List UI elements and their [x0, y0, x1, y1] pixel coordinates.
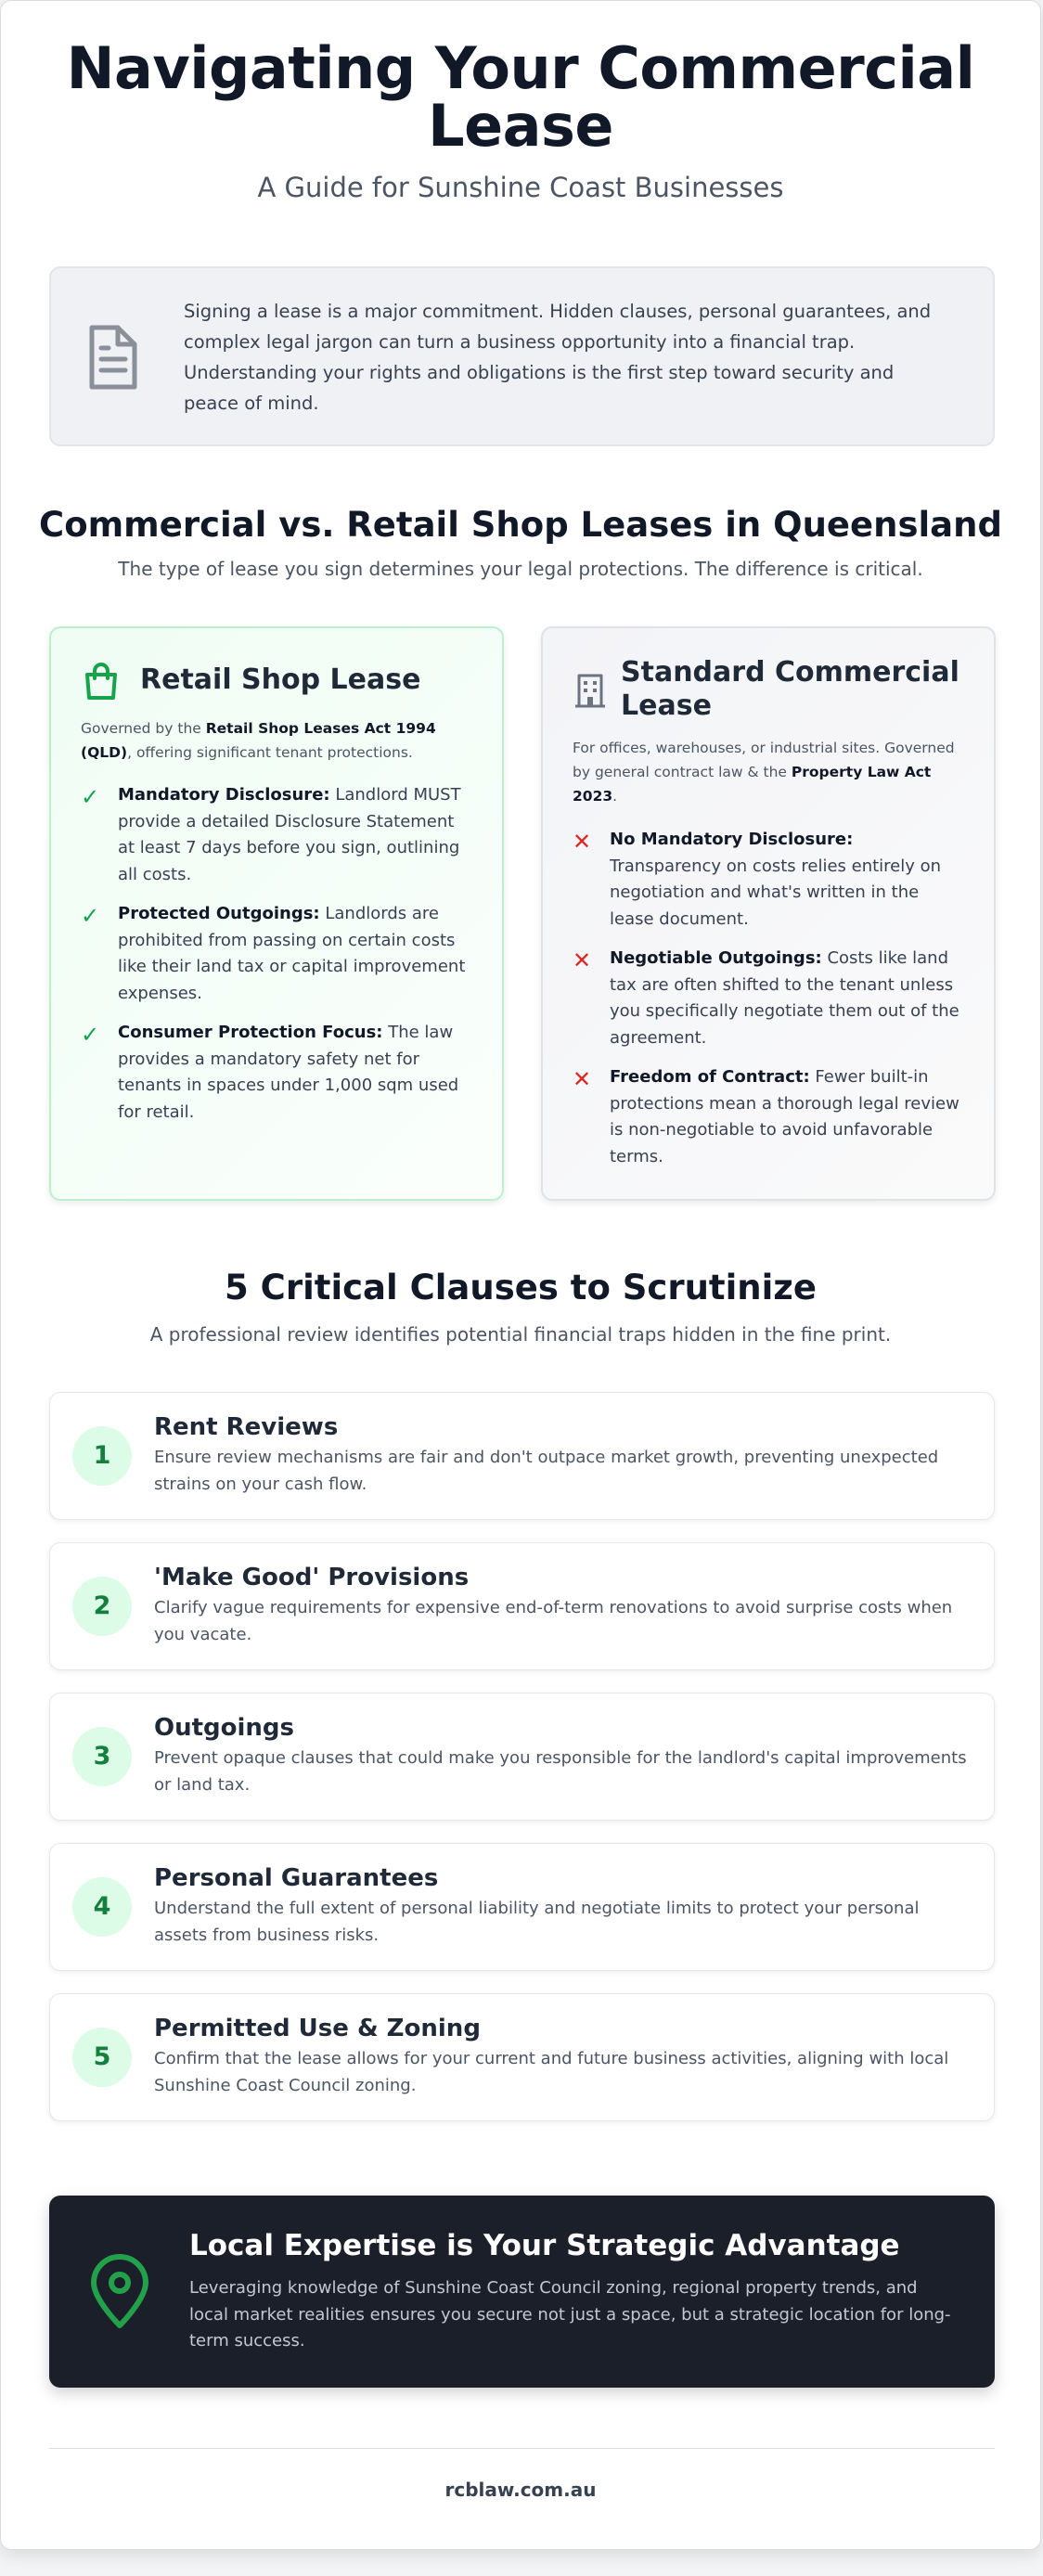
commercial-lease-card: Standard Commercial Lease For offices, warehouses, or industrial sites. Governed by general contract law & the Property Law Act 2023. ✕ No Mandatory Disclosure: Transparency on costs relies entirely on negotiation and what's written in the lease document. ✕ Negotiable Outgoings: Costs like land tax are often shifted to the tenant unless you specifically negotiate them out of the agreement. ✕ Freedom of Contract: Fewer built-in protections mean a thorough legal review is non-negotiable to avoid unfavorable terms.: [541, 626, 996, 1201]
footer-website: rcblaw.com.au: [444, 2479, 597, 2501]
document-icon: [86, 322, 140, 396]
clause-title: Rent Reviews: [154, 1413, 339, 1441]
clause-text: Clarify vague requirements for expensive end-of-term renovations to avoid surprise costs when you vacate.: [154, 1598, 953, 1644]
clause-text: Prevent opaque clauses that could make you responsible for the landlord's capital improvements or land tax.: [154, 1748, 967, 1795]
checkmark-icon: ✓: [81, 1022, 100, 1048]
checkmark-icon: ✓: [81, 903, 100, 929]
banner-title: Local Expertise is Your Strategic Advantage: [189, 2229, 900, 2262]
commercial-card-description: For offices, warehouses, or industrial sites. Governed by general contract law & the Property Law Act 2023.: [573, 740, 955, 805]
comparison-subheading: The type of lease you sign determines your legal protections. The difference is critical.: [118, 558, 923, 580]
shopping-bag-icon: [83, 662, 120, 704]
clause-number-badge: 5: [72, 2028, 132, 2087]
clause-title: Outgoings: [154, 1714, 295, 1742]
page-subtitle: A Guide for Sunshine Coast Businesses: [257, 172, 784, 203]
checkmark-icon: ✓: [81, 784, 100, 810]
clause-card: [49, 1392, 995, 1520]
clauses-heading: 5 Critical Clauses to Scrutinize: [225, 1268, 817, 1307]
banner-text: Leveraging knowledge of Sunshine Coast Council zoning, regional property trends, and local market realities ensures you secure not just a space, but a strategic location for long-term success.: [189, 2278, 951, 2351]
local-expertise-banner: [49, 2196, 995, 2388]
comparison-heading: Commercial vs. Retail Shop Leases in Queensland: [39, 505, 1002, 545]
clause-title: Personal Guarantees: [154, 1864, 439, 1892]
clause-title: 'Make Good' Provisions: [154, 1564, 470, 1591]
clause-number-badge: 2: [72, 1577, 132, 1636]
clause-card: [49, 1993, 995, 2121]
retail-card-title: Retail Shop Lease: [140, 663, 421, 696]
cross-icon: ✕: [573, 1066, 592, 1092]
cross-icon: ✕: [573, 829, 592, 855]
cross-icon: ✕: [573, 947, 592, 973]
clauses-subheading: A professional review identifies potential financial traps hidden in the fine print.: [149, 1323, 892, 1346]
clause-number-badge: 1: [72, 1426, 132, 1486]
clause-text: Ensure review mechanisms are fair and don't outpace market growth, preventing unexpected strains on your cash flow.: [154, 1448, 939, 1494]
clause-title: Permitted Use & Zoning: [154, 2015, 481, 2042]
footer-divider: [49, 2448, 995, 2449]
page-title: Navigating Your Commercial Lease: [66, 34, 975, 160]
clause-card: [49, 1693, 995, 1821]
clause-text: Confirm that the lease allows for your current and future business activities, aligning with local Sunshine Coast Council zoning.: [154, 2049, 949, 2095]
intro-text: Signing a lease is a major commitment. Hidden clauses, personal guarantees, and complex legal jargon can turn a business opportunity into a financial trap. Understanding your rights and obligations is the first step toward security and peace of mind.: [184, 301, 932, 414]
retail-lease-card: Retail Shop Lease Governed by the Retail Shop Leases Act 1994 (QLD), offering significant tenant protections. ✓ Mandatory Disclosure: Landlord MUST provide a detailed Disclosure Statement at least 7 days before you sign, outlining all costs. ✓ Protected Outgoings: Landlords are prohibited from passing on certain costs like their land tax or capital improvement expenses. ✓ Consumer Protection Focus: The law provides a mandatory safety net for tenants in spaces under 1,000 sqm used for retail.: [49, 626, 504, 1201]
clause-card: [49, 1542, 995, 1670]
intro-callout: [49, 266, 995, 446]
clause-text: Understand the full extent of personal liability and negotiate limits to protect your personal assets from business risks.: [154, 1899, 920, 1945]
clause-number-badge: 4: [72, 1877, 132, 1937]
commercial-card-title: Standard Commercial Lease: [621, 656, 959, 722]
retail-card-description: Governed by the Retail Shop Leases Act 1994 (QLD), offering significant tenant protections.: [81, 720, 436, 761]
office-building-icon: [574, 673, 606, 712]
map-pin-icon: [88, 2253, 151, 2333]
clause-number-badge: 3: [72, 1727, 132, 1786]
clause-card: [49, 1843, 995, 1971]
